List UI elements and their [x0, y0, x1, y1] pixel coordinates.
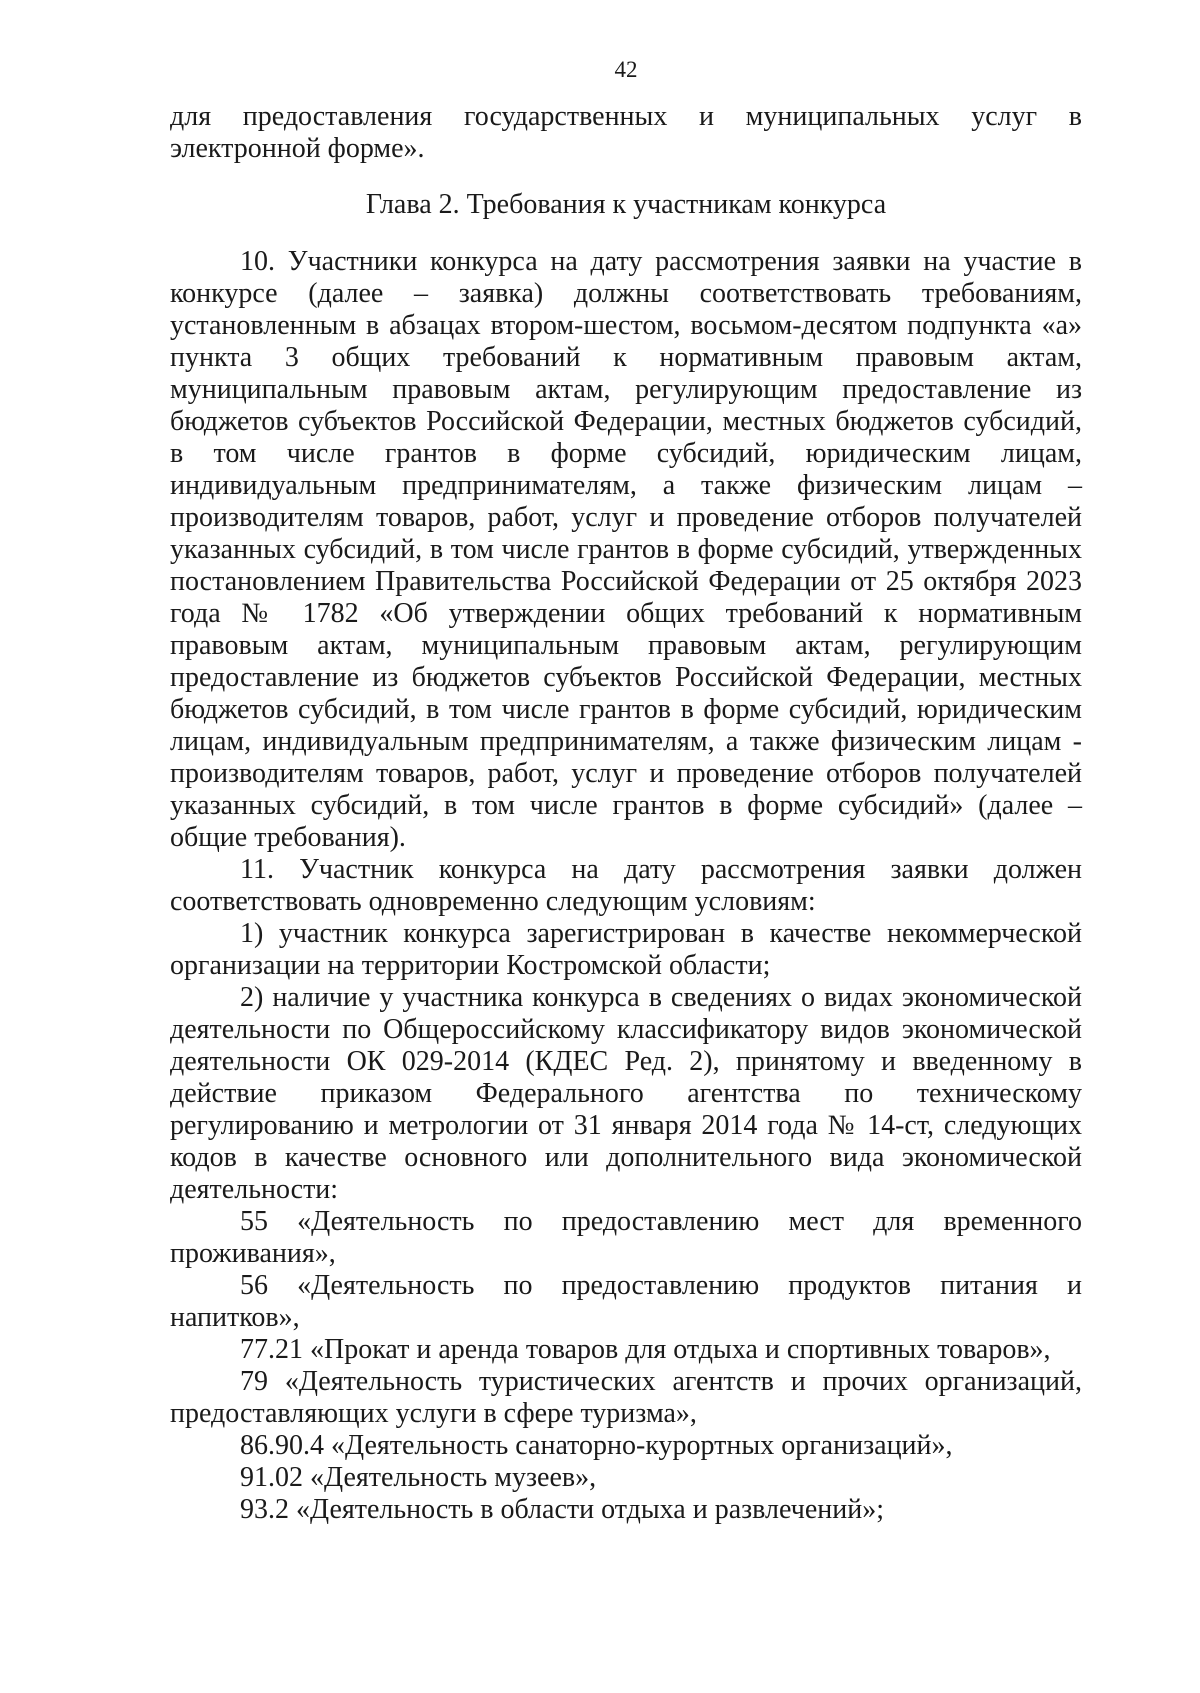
intro-paragraph: для предоставления государственных и муниципальных услуг в электронной форме». — [170, 101, 1082, 164]
document-page — [170, 58, 1082, 1526]
paragraph-11: 11. Участник конкурса на дату рассмотрения заявки должен соответствовать одновременно следующим условиям: — [170, 854, 1082, 917]
condition-1: 1) участник конкурса зарегистрирован в качестве некоммерческой организации на территории Костромской области; — [170, 918, 1082, 981]
okved-code-55: 55 «Деятельность по предоставлению мест для временного проживания», — [170, 1206, 1082, 1269]
okved-code-56: 56 «Деятельность по предоставлению продуктов питания и напитков», — [170, 1270, 1082, 1333]
okved-code-77-21: 77.21 «Прокат и аренда товаров для отдыха и спортивных товаров», — [240, 1334, 1051, 1365]
condition-2: 2) наличие у участника конкурса в сведениях о видах экономической деятельности по Общероссийскому классификатору видов экономической деятельности ОК 029-2014 (КДЕС Ред. 2), принятому и введенному в действие приказом Федерального агентства по техническому регулированию и метрологии от 31 января 2014 года № 14-ст, следующих кодов в качестве основного или дополнительного вида экономической деятельности: — [170, 982, 1082, 1205]
page-number: 42 — [614, 57, 638, 82]
paragraph-10: 10. Участники конкурса на дату рассмотрения заявки на участие в конкурсе (далее – заявка) должны соответствовать требованиям, установленным в абзацах втором-шестом, восьмом-десятом подпункта «а» пункта 3 общих требований к нормативным правовым актам, муниципальным правовым актам, регулирующим предоставление из бюджетов субъектов Российской Федерации, местных бюджетов субсидий, в том числе грантов в форме субсидий, юридическим лицам, индивидуальным предпринимателям, а также физическим лицам – производителям товаров, работ, услуг и проведение отборов получателей указанных субсидий, в том числе грантов в форме субсидий, утвержденных постановлением Правительства Российской Федерации от 25 октября 2023 года № 1782 «Об утверждении общих требований к нормативным правовым актам, муниципальным правовым актам, регулирующим предоставление из бюджетов субъектов Российской Федерации, местных бюджетов субсидий, в том числе грантов в форме субсидий, юридическим лицам, индивидуальным предпринимателям, а также физическим лицам - производителям товаров, работ, услуг и проведение отборов получателей указанных субсидий, в том числе грантов в форме субсидий» (далее – общие требования). — [170, 246, 1082, 853]
okved-code-93-2: 93.2 «Деятельность в области отдыха и развлечений»; — [240, 1494, 884, 1525]
okved-code-91-02: 91.02 «Деятельность музеев», — [240, 1462, 597, 1493]
okved-code-79: 79 «Деятельность туристических агентств и прочих организаций, предоставляющих услуги в сфере туризма», — [170, 1366, 1082, 1429]
okved-code-86-90-4: 86.90.4 «Деятельность санаторно-курортных организаций», — [240, 1430, 953, 1461]
chapter-title: Глава 2. Требования к участникам конкурса — [365, 189, 887, 220]
